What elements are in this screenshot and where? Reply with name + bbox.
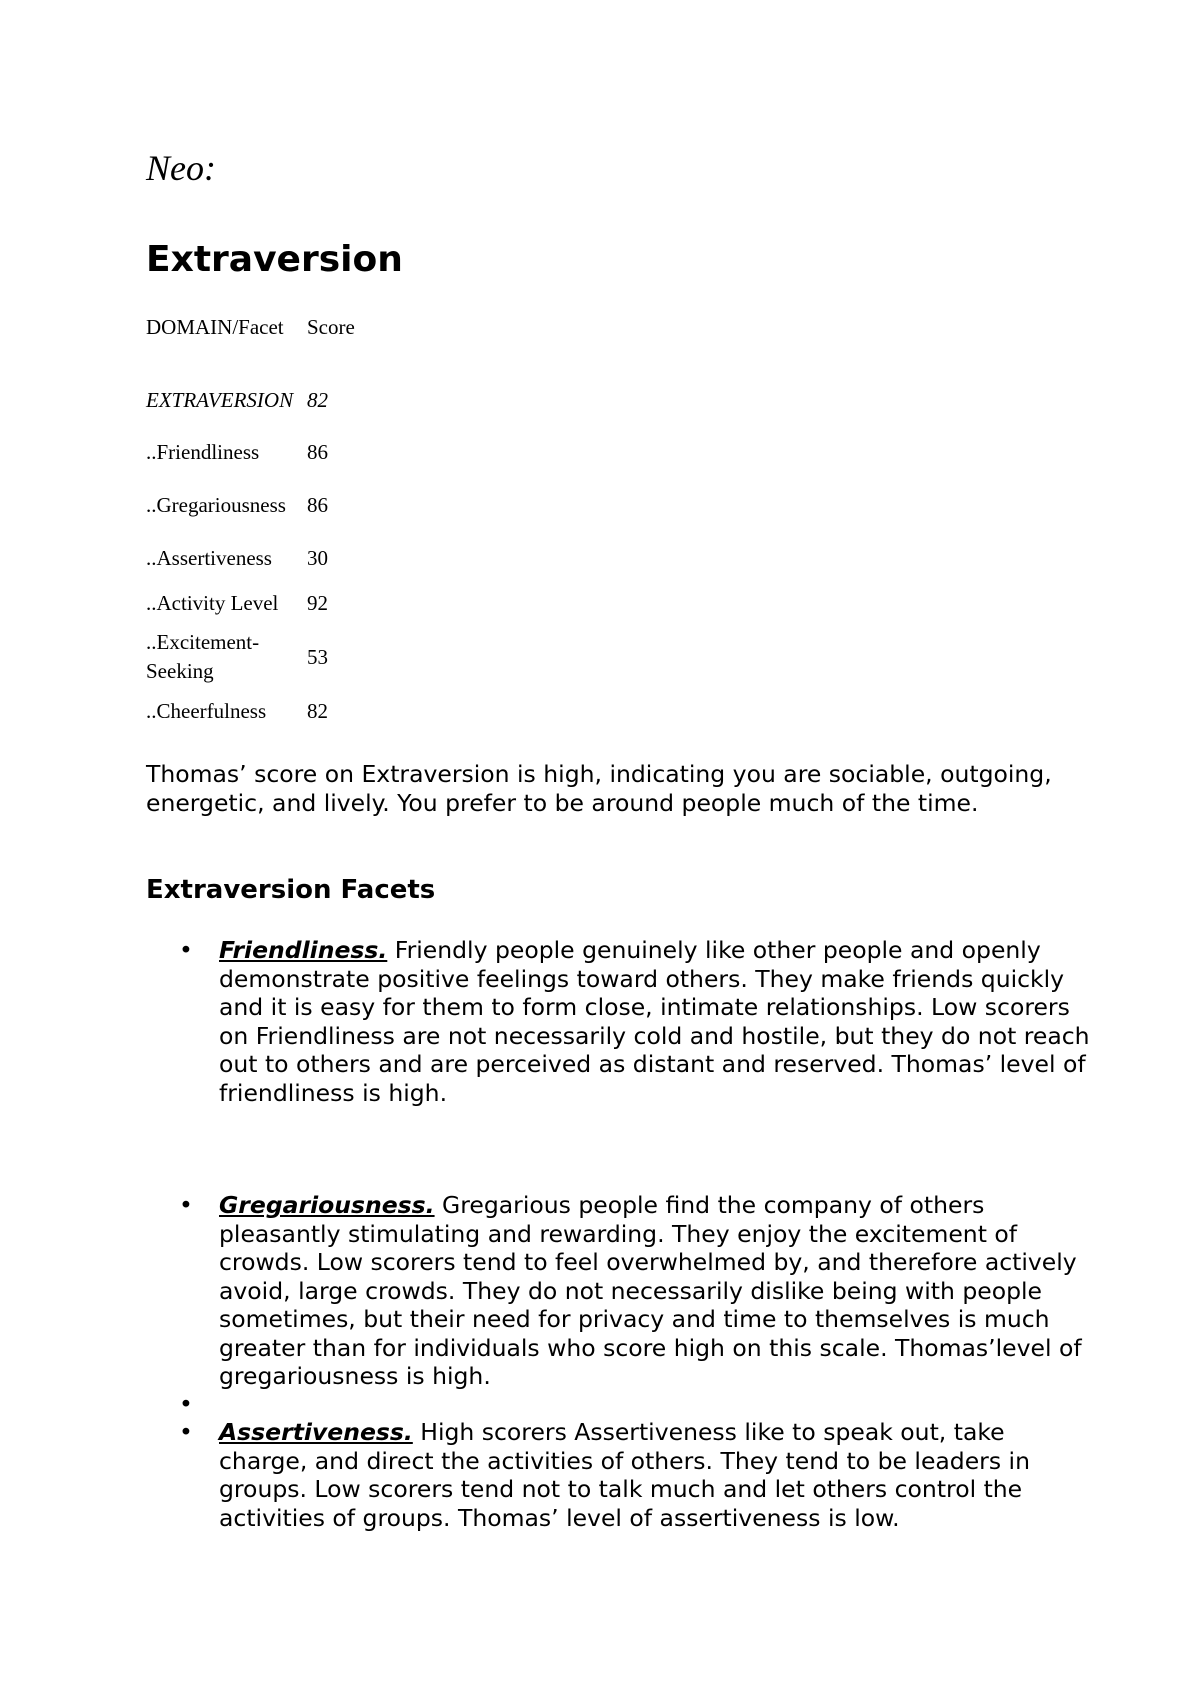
facet-title: Friendliness.: [219, 936, 388, 964]
list-item-friendliness: [179, 936, 1099, 1107]
document-title: Neo:: [146, 148, 216, 188]
score-table: [146, 313, 355, 733]
domain-score: 82: [307, 387, 328, 412]
facet-name: ..Activity Level: [146, 590, 279, 615]
facet-name: ..Excitement-Seeking: [146, 630, 260, 683]
facet-score: 30: [307, 545, 328, 570]
facet-description: High scorers Assertiveness like to speak out, take charge, and direct the activities of others. They tend to be leaders in groups. Low scorers tend not to talk much and let others control the activities of groups. Thomas’ level of assertiveness is low.: [219, 1418, 1030, 1532]
score-column-header: Score: [307, 315, 355, 339]
facet-score: 86: [307, 439, 328, 464]
bullet-icon: •: [179, 936, 193, 964]
facet-score: 86: [307, 492, 328, 517]
facet-name: ..Gregariousness: [146, 492, 286, 517]
list-item-assertiveness: [179, 1418, 1099, 1532]
table-row: [146, 535, 355, 581]
facet-score: 82: [307, 698, 328, 723]
bullet-icon: •: [179, 1418, 193, 1446]
facet-name: ..Cheerfulness: [146, 698, 267, 723]
table-row: [146, 625, 355, 689]
section-heading: Extraversion: [146, 239, 403, 280]
facet-name: ..Assertiveness: [146, 545, 272, 570]
bullet-icon: •: [179, 1390, 193, 1418]
table-row: [146, 581, 355, 625]
list-item-gregariousness: [179, 1191, 1099, 1391]
summary-paragraph: Thomas’ score on Extraversion is high, indicating you are sociable, outgoing, energetic, and lively. You prefer to be around people much of the time.: [146, 760, 1052, 817]
facet-score: 92: [307, 590, 328, 615]
facet-name: ..Friendliness: [146, 439, 260, 464]
document-page: [146, 0, 1090, 1698]
table-row: [146, 689, 355, 733]
table-row: [146, 475, 355, 535]
domain-row: [146, 371, 355, 429]
facet-title: Assertiveness.: [219, 1418, 413, 1446]
empty-list-item: [179, 1390, 239, 1418]
facet-description: Friendly people genuinely like other people and openly demonstrate positive feelings toward others. They make friends quickly and it is easy for them to form close, intimate relationships. Low scorers on Friendliness are not necessarily cold and hostile, but they do not reach out to others and are perceived as distant and reserved. Thomas’ level of friendliness is high.: [219, 936, 1090, 1107]
facets-heading: Extraversion Facets: [146, 875, 436, 905]
domain-name: EXTRAVERSION: [146, 387, 294, 412]
bullet-icon: •: [179, 1191, 193, 1219]
table-header-row: [146, 313, 355, 371]
table-row: [146, 429, 355, 475]
facet-score: 53: [307, 644, 328, 669]
facet-title: Gregariousness.: [219, 1191, 435, 1219]
facet-column-header: DOMAIN/Facet: [146, 315, 284, 339]
facet-description: Gregarious people find the company of others pleasantly stimulating and rewarding. They enjoy the excitement of crowds. Low scorers tend to feel overwhelmed by, and therefore actively avoid, large crowds. They do not necessarily dislike being with people sometimes, but their need for privacy and time to themselves is much greater than for individuals who score high on this scale. Thomas’level of gregariousness is high.: [219, 1191, 1082, 1390]
